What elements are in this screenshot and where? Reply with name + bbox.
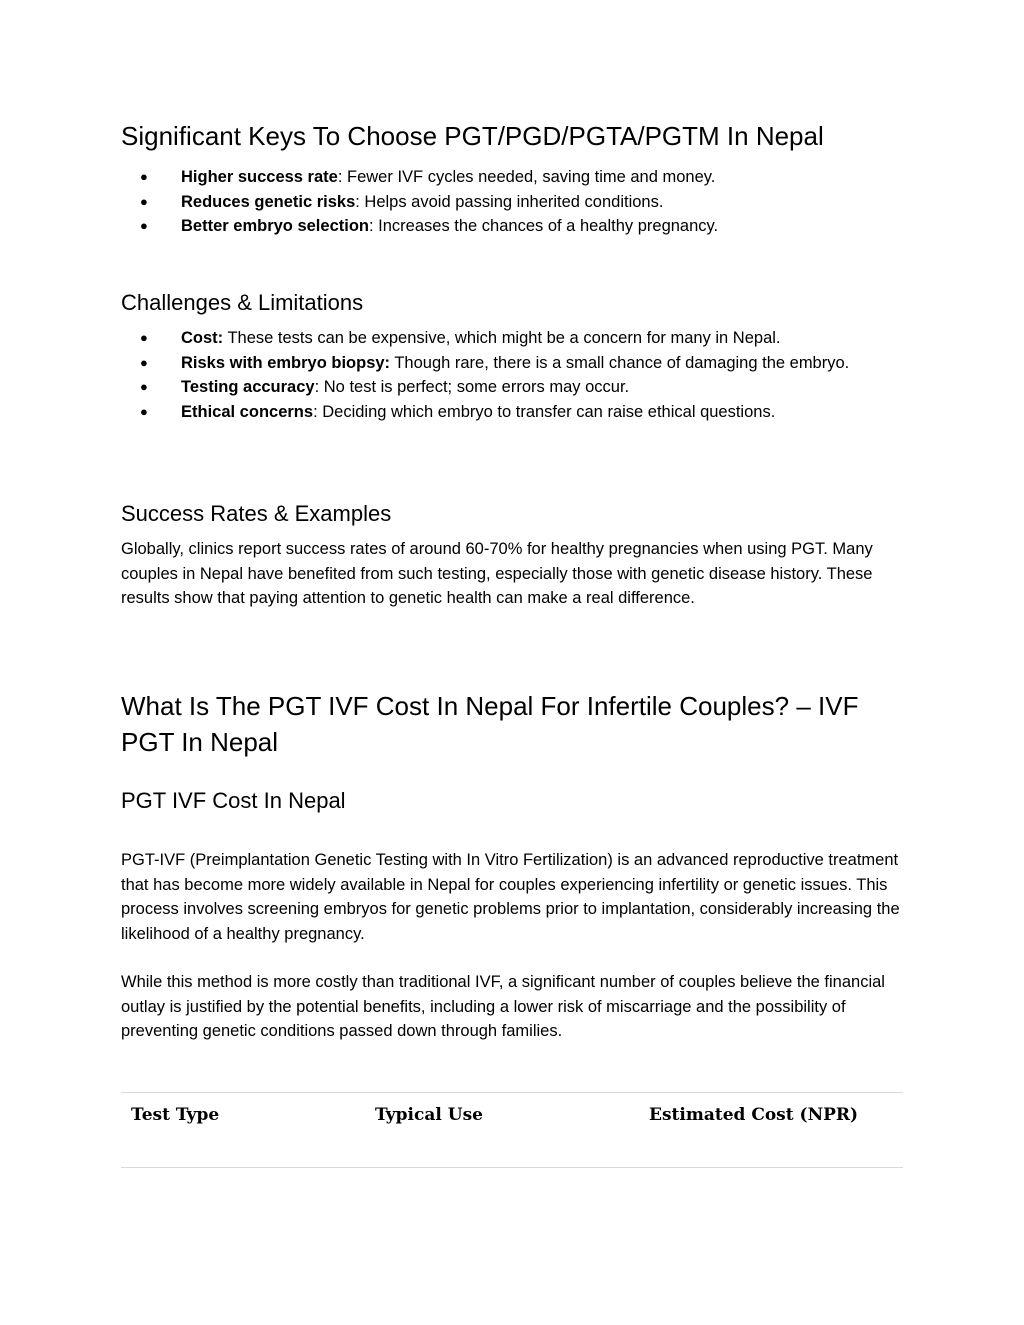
list-item: [121, 165, 861, 190]
list-item: [121, 326, 861, 351]
item-bold: Better embryo selection: [181, 217, 369, 235]
success-heading: Success Rates & Examples: [121, 501, 392, 526]
keys-list: [121, 165, 903, 239]
bullet-icon: ●: [140, 403, 148, 419]
cost-paragraph-1: PGT-IVF (Preimplantation Genetic Testing with In Vitro Fertilization) is an advanced reproductive treatment that has become more widely available in Nepal for couples experiencing infertility or genetic issues. This process involves screening embryos for genetic problems prior to implantation, considerably increasing the likelihood of a healthy pregnancy.: [121, 851, 900, 943]
keys-heading: Significant Keys To Choose PGT/PGD/PGTA/PGTM In Nepal: [121, 121, 824, 151]
item-text: These tests can be expensive, which might be a concern for many in Nepal.: [223, 329, 781, 347]
challenges-list: [121, 326, 903, 424]
cost-heading: What Is The PGT IVF Cost In Nepal For Infertile Couples? – IVF PGT In Nepal: [121, 691, 859, 757]
item-bold: Reduces genetic risks: [181, 192, 356, 211]
bullet-icon: ●: [140, 218, 148, 233]
item-bold: Cost:: [181, 329, 224, 347]
list-item: [121, 400, 861, 425]
cost-table: [121, 1092, 903, 1168]
item-text: Though rare, there is a small chance of damaging the embryo.: [390, 353, 850, 372]
item-bold: Higher success rate: [181, 168, 338, 186]
item-text: : Fewer IVF cycles needed, saving time and money.: [337, 168, 716, 186]
item-text: : Deciding which embryo to transfer can raise ethical questions.: [313, 402, 776, 421]
item-text: : No test is perfect; some errors may occur.: [314, 378, 630, 396]
list-item: [121, 190, 861, 215]
item-bold: Ethical concerns: [181, 402, 314, 421]
table-header-test-type: Test Type: [131, 1105, 220, 1125]
bullet-icon: ●: [140, 169, 148, 184]
challenges-heading: Challenges & Limitations: [121, 290, 364, 315]
list-item: [121, 351, 861, 376]
table-header-estimated-cost: Estimated Cost (NPR): [649, 1105, 859, 1125]
table-header-typical-use: Typical Use: [375, 1105, 483, 1125]
list-item: [121, 214, 861, 239]
item-text: : Helps avoid passing inherited conditions.: [355, 192, 664, 211]
cost-paragraph-2: While this method is more costly than traditional IVF, a significant number of couples believe the financial outlay is justified by the potential benefits, including a lower risk of miscarriage and the possibility of preventing genetic conditions passed down through families.: [121, 973, 885, 1040]
list-item: [121, 375, 861, 400]
success-paragraph: Globally, clinics report success rates of around 60-70% for healthy pregnancies when using PGT. Many couples in Nepal have benefited from such testing, especially those with genetic disease history. These results show that paying attention to genetic health can make a real difference.: [121, 540, 873, 607]
item-bold: Risks with embryo biopsy:: [181, 353, 391, 372]
item-bold: Testing accuracy: [181, 378, 315, 396]
item-text: : Increases the chances of a healthy pregnancy.: [368, 217, 719, 235]
cost-subheading: PGT IVF Cost In Nepal: [121, 788, 346, 813]
bullet-icon: ●: [140, 193, 148, 209]
bullet-icon: ●: [140, 330, 148, 345]
bullet-icon: ●: [140, 354, 148, 370]
bullet-icon: ●: [140, 379, 148, 394]
